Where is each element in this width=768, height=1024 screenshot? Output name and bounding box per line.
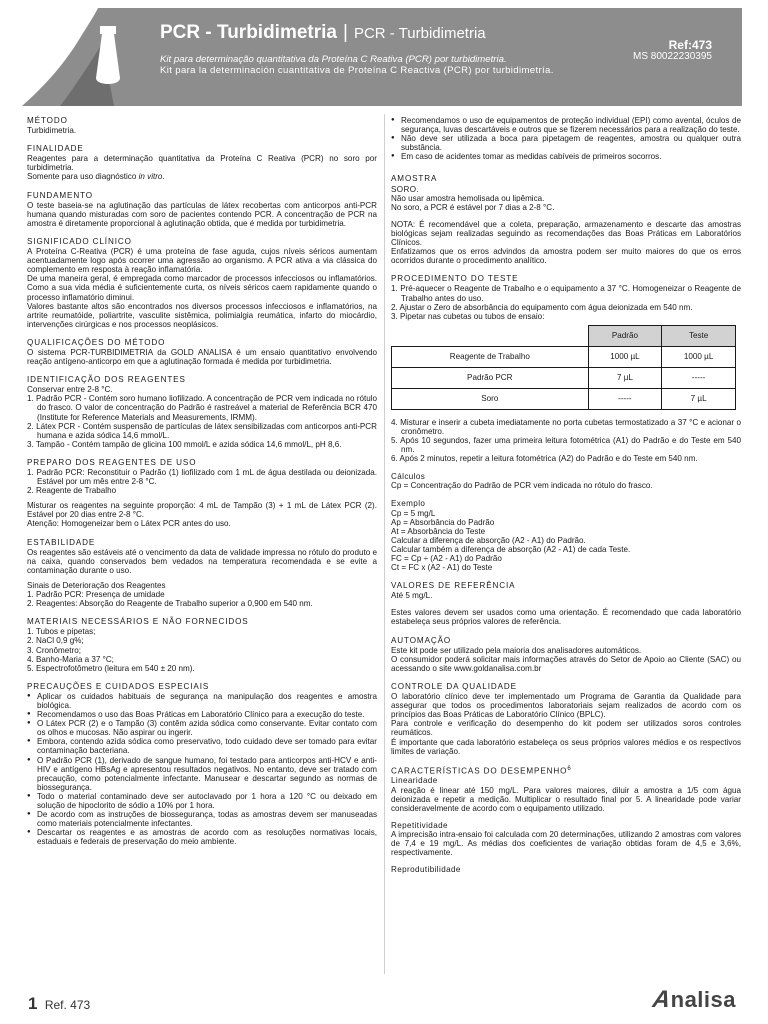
logo-graphic xyxy=(22,8,130,106)
list-item: 3. Cronômetro; xyxy=(27,645,81,655)
section-text: A imprecisão intra-ensaio foi calculada com 20 determinações, utilizando 2 amostras com valores de 7,4 e 19 mg/L. As médias dos coeficientes de variação obtidas foram de 4,5 e 3,6%, respectivamente. xyxy=(391,829,741,858)
doc-subtitle: PCR - Turbidimetria xyxy=(353,25,486,42)
pipetting-table xyxy=(391,325,736,410)
list-item: 4. Banho-Maria a 37 °C; xyxy=(27,654,114,664)
formula-line: At = Absorbância do Teste xyxy=(391,526,486,536)
list-item: 2. Látex PCR - Contém suspensão de partículas de látex sensibilizadas com anticorpos anti-PCR humana e azida sódica 14,6 mmol/L. xyxy=(27,421,377,440)
page-number: 1 xyxy=(28,994,38,1013)
section-text: Não usar amostra hemolisada ou lipêmica. xyxy=(391,193,545,203)
section-title: CARACTERÍSTICAS DO DESEMPENHO$^6$ xyxy=(391,765,572,776)
preparo-list xyxy=(27,468,377,495)
list-item: 5. Espectrofotômetro (leitura em 540 ± 20 nm). xyxy=(27,663,195,673)
section-text: Enfatizamos que os erros advindos da amostra podem ser muito maiores do que os erros ocorridos durante o procedimento analítico. xyxy=(391,247,741,266)
section-text: A reação é linear até 150 mg/L. Para valores maiores, diluir a amostra a 1/5 com água deionizada e repetir a medição. Multiplicar o resultado final por 5. A linearidade pode variar consideravelmente de acordo com o equipamento utilizado. xyxy=(391,785,741,813)
sub-title: Sinais de Deterioração dos Reagentes xyxy=(27,580,166,590)
section-title: AMOSTRA xyxy=(391,174,438,184)
formula-line: Ct = FC x (A2 - A1) do Teste xyxy=(391,563,493,573)
table-cell: 7 µL xyxy=(588,367,662,388)
section-metodo xyxy=(27,116,377,135)
section-procedimento xyxy=(391,274,741,463)
list-item: 1. Padrão PCR - Contém soro humano liofilizado. A concentração de PCR vem indicada no rótulo do frasco. O valor de concentração do Padrão é rastreável a material de Referência BCR 470 (Institute for Reference Materials and Measurements, IRMM). xyxy=(27,394,377,422)
section-precaucoes xyxy=(27,682,377,847)
brand-mark: A xyxy=(648,986,676,1013)
list-item: 2. NaCl 0,9 g%; xyxy=(27,636,84,646)
table-header-row xyxy=(392,325,736,346)
formula-line: FC = Cp ÷ (A2 - A1) do Padrão xyxy=(391,554,502,563)
section-text: Valores bastante altos são encontrados nos diversos processos infecciosos e inflamatórios, na artrite reumatóide, poliartrite, vasculite sistêmica, polimialgia reumática, infarto do miocárdio, intervenções cirúrgicas e nos processos neoplásicos. xyxy=(27,301,377,329)
section-text: Este kit pode ser utilizado pela maioria dos analisadores automáticos. xyxy=(391,645,642,655)
section-title: MATERIAIS NECESSÁRIOS E NÃO FORNECIDOS xyxy=(27,617,249,627)
brand-name: nalisa xyxy=(670,987,736,1012)
list-item: ● Embora, contendo azida sódica como preservativo, todo cuidado deve ser tomado para evitar contaminação bacteriana. xyxy=(27,737,377,755)
section-title: SIGNIFICADO CLÍNICO xyxy=(27,236,132,246)
sub-title: Cálculos xyxy=(391,472,426,482)
ref-number: Ref:473 xyxy=(668,38,712,52)
section-title: AUTOMAÇÃO xyxy=(391,635,452,645)
list-item: ● Em caso de acidentes tomar as medidas cabíveis de primeiros socorros. xyxy=(391,152,741,161)
list-item: ● O Látex PCR (2) e o Tampão (3) contêm azida sódica como conservante. Evitar contato com os olhos e mucosas. Não aspirar ou ingerir. xyxy=(27,719,377,737)
section-qualificacoes xyxy=(27,338,377,366)
list-item: 3. Pipetar nas cubetas ou tubos de ensaio: xyxy=(391,311,545,321)
section-title: IDENTIFICAÇÃO DOS REAGENTES xyxy=(27,375,186,385)
list-item: ● Todo o material contaminado deve ser autoclavado por 1 hora a 120 °C ou deixado em solução de hipoclorito de sódio a 10% por 1 hora. xyxy=(27,792,377,810)
right-column xyxy=(391,116,741,883)
column-header: Teste xyxy=(662,325,736,346)
section-fundamento xyxy=(27,191,377,228)
section-text: De uma maneira geral, é empregada como marcador de processos infecciosos ou inflamatórios. Como a sua vida média é suficientemente curta, os níveis séricos caem rapidamente quando o processo inflamatório diminui. xyxy=(27,274,377,302)
section-text: Os reagentes são estáveis até o vencimento da data de validade impressa no rótulo do produto e na caixa, quando conservados bem vedados na temperatura recomendada e se evite a contaminação durante o uso. xyxy=(27,547,377,575)
list-item: ● O Padrão PCR (1), derivado de sangue humano, foi testado para anticorpos anti-HCV e anti-HIV e antígeno HBsAg e apresentou resultados negativos. No entanto, deve ser tratado com precaução, como potencialmente infectante. Manusear e descartar segundo as normas de biossegurança. xyxy=(27,756,377,792)
section-text: Reagentes para a determinação quantitativa da Proteína C Reativa (PCR) no soro por turbidimetria. xyxy=(27,154,377,173)
row-label: Reagente de Trabalho xyxy=(392,346,589,367)
table-cell: 1000 µL xyxy=(662,346,736,367)
list-item: 4. Misturar e inserir a cubeta imediatamente no porta cubetas termostatizado a 37 °C e acionar o cronômetro. xyxy=(391,417,741,436)
section-finalidade xyxy=(27,144,377,181)
row-label: Padrão PCR xyxy=(392,367,589,388)
section-title: FUNDAMENTO xyxy=(27,190,93,200)
doc-title: PCR - Turbidimetria | PCR - Turbidimetria xyxy=(160,22,486,43)
section-title: MÉTODO xyxy=(27,116,68,125)
list-item: 2. Reagente de Trabalho xyxy=(27,486,117,496)
section-title: CONTROLE DA QUALIDADE xyxy=(391,681,517,691)
section-title: PREPARO DOS REAGENTES DE USO xyxy=(27,457,197,467)
section-text: O laboratório clínico deve ter implementado um Programa de Garantia da Qualidade para assegurar que todos os procedimentos laboratoriais sejam realizados de acordo com os princípios das Boas Práticas de Laboratório Clínico (BPLC). xyxy=(391,692,741,720)
section-estabilidade xyxy=(27,538,377,609)
reagent-list xyxy=(27,394,377,449)
section-text: Turbidimetria. xyxy=(27,126,77,136)
list-item: 1. Pré-aquecer o Reagente de Trabalho e o equipamento a 37 °C. Homogeneizar o Reagente de Trabalho antes do uso. xyxy=(391,284,741,303)
section-text: É importante que cada laboratório estabeleça os seus próprios valores médios e os respectivos limites de variação. xyxy=(391,737,741,756)
list-item: ● Recomendamos o uso das Boas Práticas em Laboratório Clínico para a execução do teste. xyxy=(27,710,377,719)
procedure-list-continued xyxy=(391,418,741,463)
section-title: PRECAUÇÕES E CUIDADOS ESPECIAIS xyxy=(27,681,210,691)
list-item: 1. Padrão PCR: Reconstituir o Padrão (1) liofilizado com 1 mL de água destilada ou deionizada. Estável por um mês entre 2-8 °C. xyxy=(27,468,377,487)
table-cell: ----- xyxy=(588,388,662,409)
section-title: PROCEDIMENTO DO TESTE xyxy=(391,274,519,284)
precaution-list xyxy=(27,692,377,847)
desc-es: Kit para la determinación cuantitativa de Proteína C Reactiva (PCR) por turbidimetría. xyxy=(160,65,554,76)
list-item: 5. Após 10 segundos, fazer uma primeira leitura fotométrica (A1) do Padrão e do Teste em 540 nm. xyxy=(391,435,741,455)
section-preparo xyxy=(27,458,377,529)
section-controle xyxy=(391,682,741,756)
precaution-list-continued xyxy=(391,116,741,161)
page-footer xyxy=(28,994,90,1014)
section-text: Estes valores devem ser usados como uma orientação. É recomendado que cada laboratório estabeleça seus próprios valores de referência. xyxy=(391,608,741,627)
list-item: ● Não deve ser utilizada a boca para pipetagem de reagentes, amostra ou qualquer outra substância. xyxy=(391,134,741,152)
sub-title: Repetitividade xyxy=(391,820,448,830)
list-item: 2. Reagentes: Absorção do Reagente de Trabalho superior a 0,900 em 540 nm. xyxy=(27,599,313,609)
list-item: 1. Tubos e pipetas; xyxy=(27,627,96,637)
section-automacao xyxy=(391,636,741,673)
row-label: Soro xyxy=(392,388,589,409)
section-title: ESTABILIDADE xyxy=(27,537,96,547)
formula-line: Ap = Absorbância do Padrão xyxy=(391,517,495,527)
section-identificacao xyxy=(27,375,377,449)
formula-line: Cp = 5 mg/L xyxy=(391,508,436,518)
table-row xyxy=(392,367,736,388)
section-valores xyxy=(391,581,741,626)
list-item: 1. Padrão PCR: Presença de umidade xyxy=(27,590,165,600)
section-title: QUALIFICAÇÕES DO MÉTODO xyxy=(27,337,166,347)
doc-description xyxy=(160,54,585,76)
section-text: Cp = Concentração do Padrão de PCR vem indicada no rótulo do frasco. xyxy=(391,481,653,491)
section-text: Misturar os reagentes na seguinte proporção: 4 mL de Tampão (3) + 1 mL de Látex PCR (2). Estável por 20 dias entre 2-8 °C. xyxy=(27,501,377,520)
sub-title: SORO. xyxy=(391,184,420,194)
left-column xyxy=(27,116,377,855)
list-item: ● Descartar os reagentes e as amostras de acordo com as resoluções normativas locais, estaduais e federais de preservação do meio ambiente. xyxy=(27,828,377,846)
list-item: ● Aplicar os cuidados habituais de segurança na manipulação dos reagentes e amostra biológica. xyxy=(27,692,377,710)
list-item: 2. Ajustar o Zero de absorbância do equipamento com água deionizada em 540 nm. xyxy=(391,302,693,312)
table-row xyxy=(392,346,736,367)
section-title: VALORES DE REFERÊNCIA xyxy=(391,581,516,591)
section-title: FINALIDADE xyxy=(27,144,84,154)
table-row xyxy=(392,388,736,409)
section-text: A Proteína C-Reativa (PCR) é uma proteína de fase aguda, cujos níveis séricos aumentam acentuadamente logo após ocorrer uma agressão ao organismo. A PCR ativa a via clássica do complemento em resposta à reação inflamatória. xyxy=(27,247,377,275)
desc-pt: Kit para determinação quantitativa da Proteína C Reativa (PCR) por turbidimetria. xyxy=(160,54,507,65)
table-cell: ----- xyxy=(662,367,736,388)
section-text: Até 5 mg/L. xyxy=(391,591,433,601)
sub-title: Linearidade xyxy=(391,776,438,786)
list-item: 3. Tampão - Contém tampão de glicina 100 mmol/L e azida sódica 14,6 mmol/L, pH 8,6. xyxy=(27,439,342,449)
footer-ref: Ref. 473 xyxy=(44,998,91,1012)
analisa-logo xyxy=(648,986,736,1014)
section-text: Conservar entre 2-8 °C. xyxy=(27,385,113,395)
section-exemplo xyxy=(391,499,741,572)
formula-line: Calcular a diferença de absorção (A2 - A1) do Padrão. xyxy=(391,535,586,545)
column-divider xyxy=(384,114,385,974)
table-corner xyxy=(392,325,589,346)
table-cell: 7 µL xyxy=(662,388,736,409)
list-item: 6. Após 2 minutos, repetir a leitura fotométrica (A2) do Padrão e do Teste em 540 nm. xyxy=(391,454,698,464)
section-amostra xyxy=(391,174,741,265)
ms-number: MS 80022230395 xyxy=(633,51,712,62)
table-cell: 1000 µL xyxy=(588,346,662,367)
list-item: ● Recomendamos o uso de equipamentos de proteção individual (EPI) como avental, óculos de segurança, luvas descartáveis e outros que se fizerem necessários para a realização do teste. xyxy=(391,116,741,134)
procedure-list xyxy=(391,284,741,320)
section-text: Somente para uso diagnóstico in vitro. xyxy=(27,172,165,182)
section-significado xyxy=(27,237,377,329)
section-calculos xyxy=(391,472,741,490)
section-text: O sistema PCR-TURBIDIMETRIA da GOLD ANALISA é um ensaio quantitativo envolvendo reação antígeno-anticorpo em que a aglutinação formada é medida por turbidimetria. xyxy=(27,347,377,367)
section-text: O teste baseia-se na aglutinação das partículas de látex recobertas com anticorpos anti-PCR humana quando misturadas com soro de pacientes contendo PCR. A concentração de PCR na amostra é diretamente proporcional à aglutinação obtida, que é medida por turbidimetria. xyxy=(27,200,377,228)
formula-line: Calcular também a diferença de absorção (A2 - A1) de cada Teste. xyxy=(391,544,631,554)
section-note: NOTA: É recomendável que a coleta, preparação, armazenamento e descarte das amostras biológicas sejam realizadas seguindo as recomendações das Boas Práticas em Laboratórios Clínicos. xyxy=(391,219,741,248)
section-text: Para controle e verificação do desempenho do kit podem ser utilizados soros controles reumáticos. xyxy=(391,719,741,738)
section-caracteristicas xyxy=(391,765,741,875)
section-text: No soro, a PCR é estável por 7 dias a 2-8 °C. xyxy=(391,202,555,212)
list-item: ● De acordo com as instruções de biossegurança, todas as amostras devem ser manuseadas como materiais potencialmente infectantes. xyxy=(27,810,377,828)
title-separator: | xyxy=(343,22,348,43)
section-materiais xyxy=(27,617,377,673)
column-header: Padrão xyxy=(588,325,662,346)
sub-title: Exemplo xyxy=(391,499,426,509)
section-text: O consumidor poderá solicitar mais informações através do Setor de Apoio ao Cliente (SAC) ou acessando o site www.goldanalisa.com.br xyxy=(391,654,741,673)
sub-title: Reprodutibilidade xyxy=(391,865,461,875)
section-note: Atenção: Homogeneizar bem o Látex PCR antes do uso. xyxy=(27,519,231,529)
